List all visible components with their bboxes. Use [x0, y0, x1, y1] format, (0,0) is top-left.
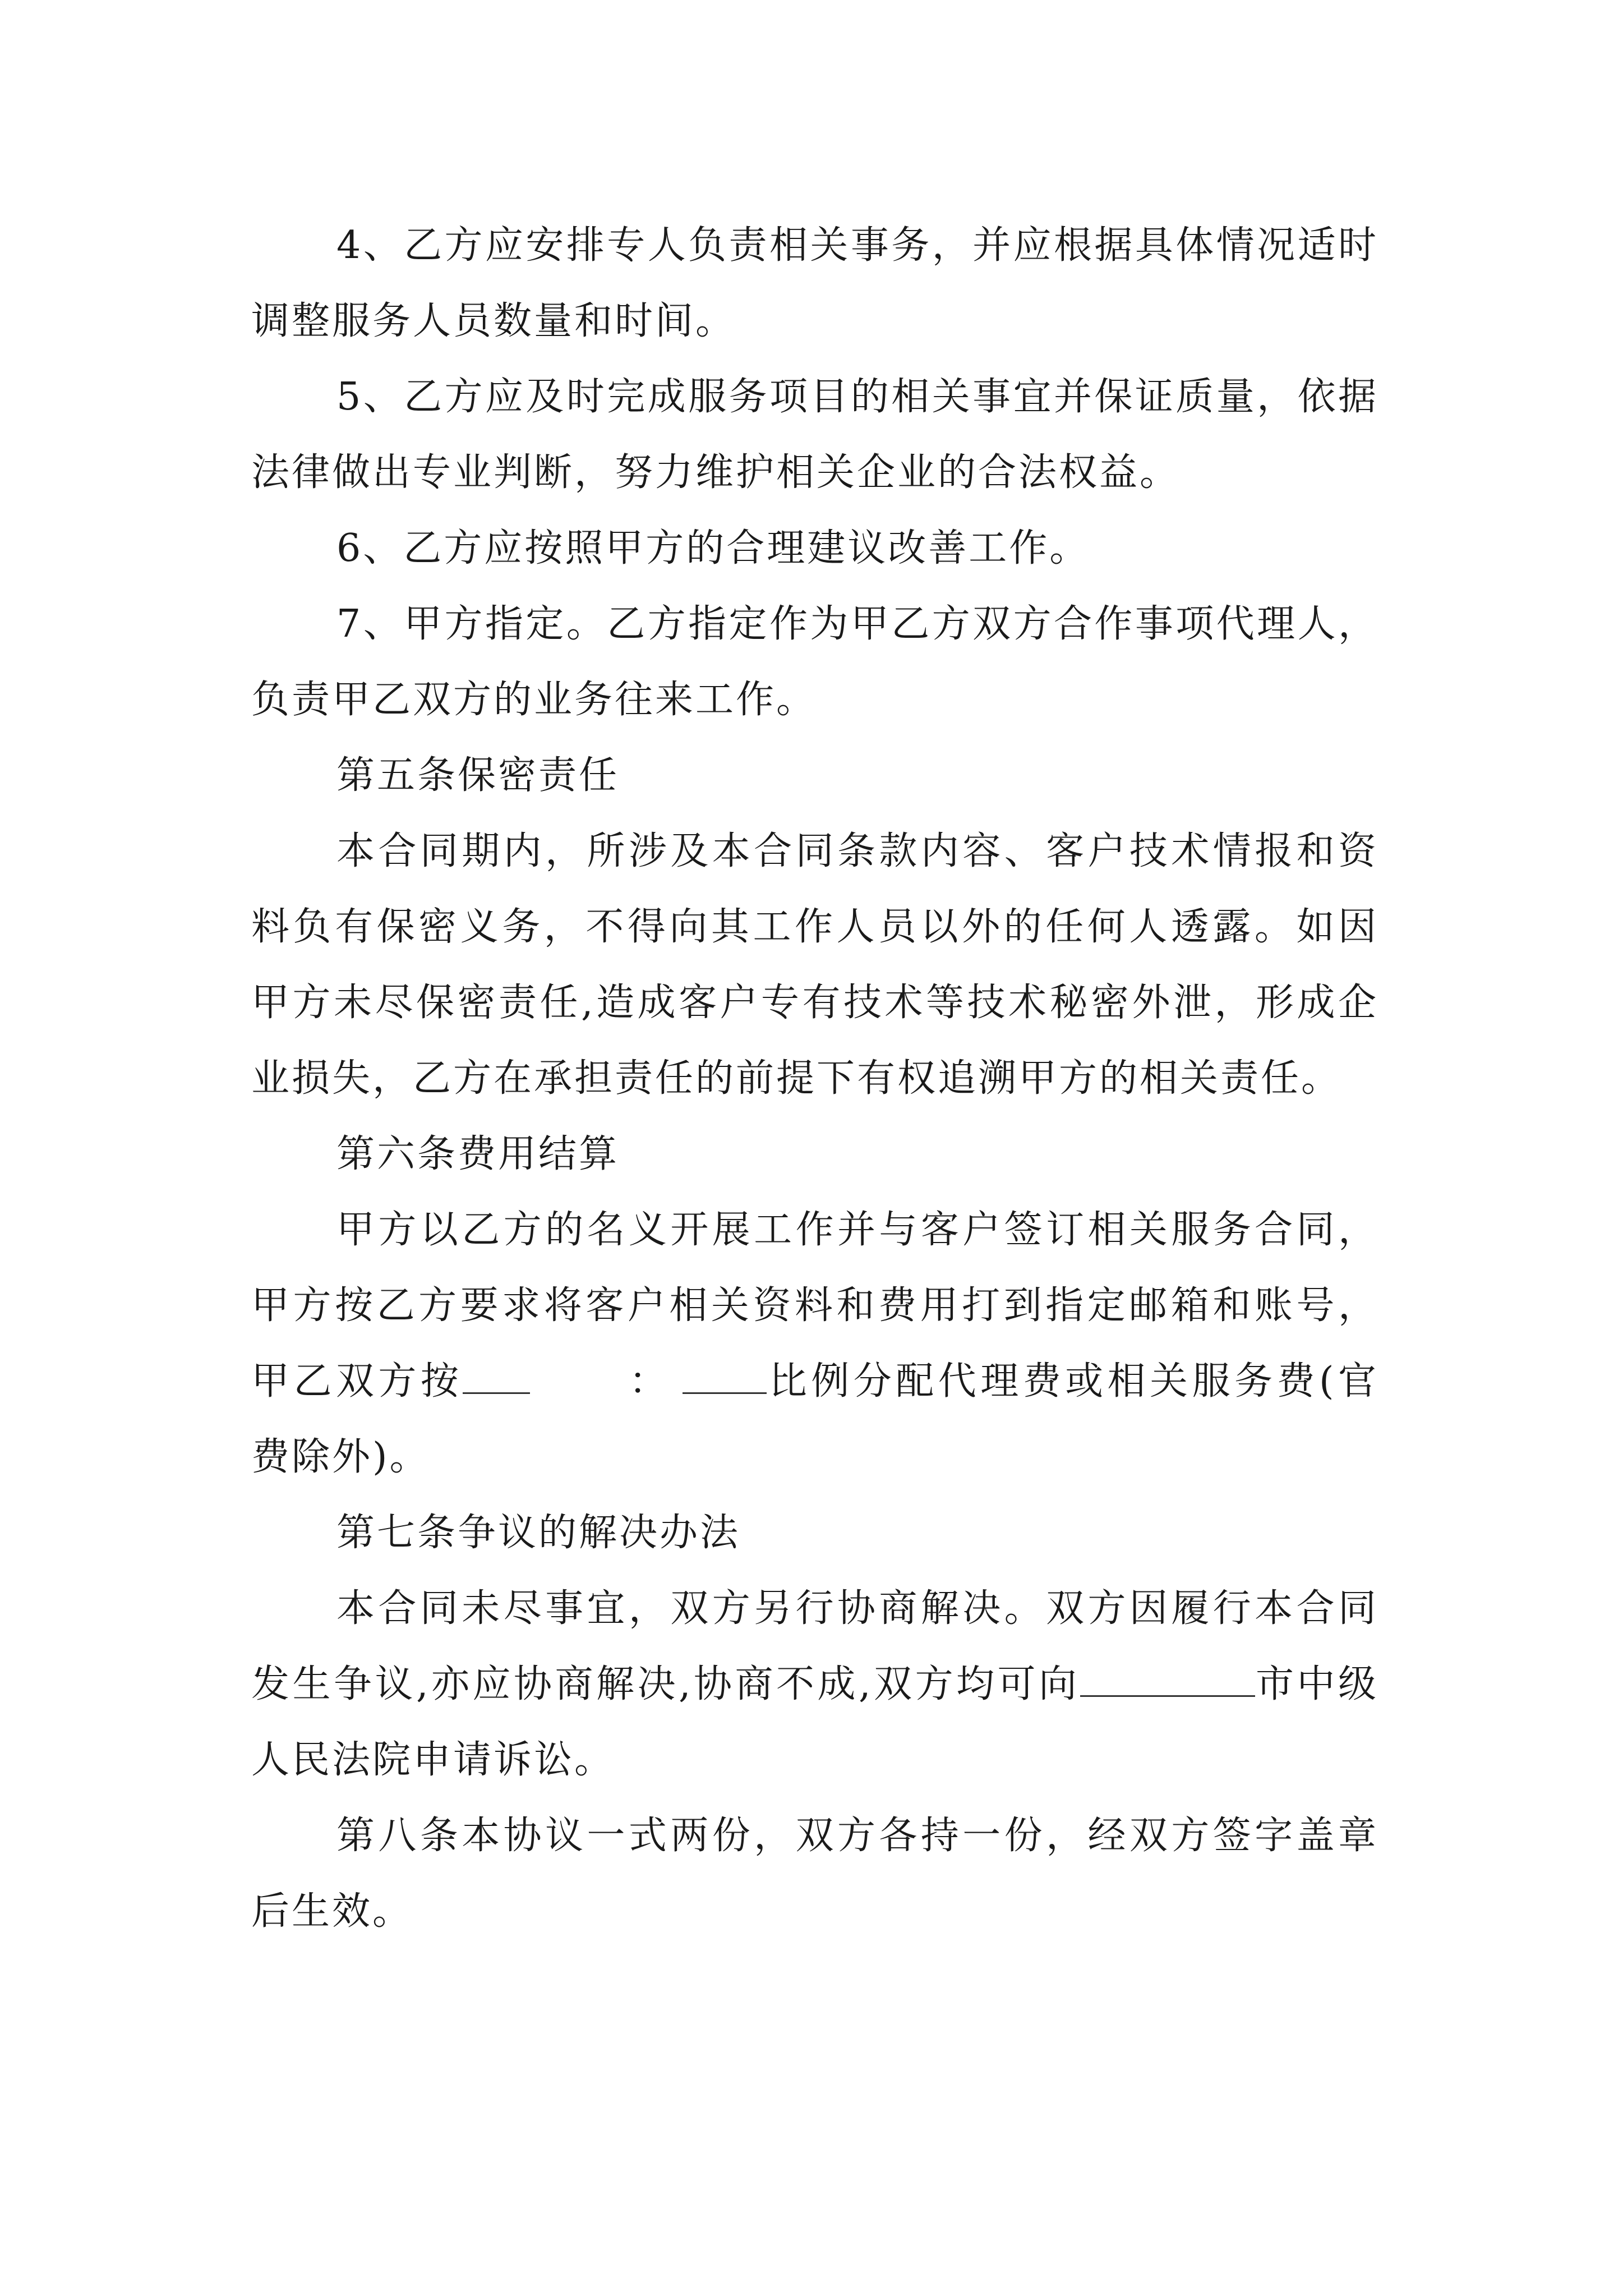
ratio-colon: ： [629, 1359, 670, 1404]
article-6-body [251, 1192, 1378, 1495]
clause-item-7: 7、甲方指定。乙方指定作为甲乙方双方合作事项代理人，负责甲乙双方的业务往来工作。 [251, 602, 1378, 722]
article-7-text-start: 本合同未尽事宜，双方另行协商解决。双方因履行本合同发生争议,亦应协商解决,协商不成,双方均可向 [251, 1586, 1378, 1706]
clause-item-6: 6、乙方应按照甲方的合理建议改善工作。 [336, 526, 1090, 570]
ratio-blank-a [463, 1361, 530, 1394]
article-5-heading: 第五条保密责任 [336, 753, 620, 798]
article-5-body: 本合同期内，所涉及本合同条款内容、客户技术情报和资料负有保密义务，不得向其工作人员以外的任何人透露。如因甲方未尽保密责任,造成客户专有技术等技术秘密外泄，形成企业损失，乙方在承担责任的前提下有权追溯甲方的相关责任。 [251, 829, 1378, 1101]
article-7-heading: 第七条争议的解决办法 [336, 1511, 741, 1555]
article-8: 第八条本协议一式两份，双方各持一份，经双方签字盖章后生效。 [251, 1814, 1378, 1934]
article-6-text-end: 比例分配代理费或相关服务费(官费除外)。 [251, 1359, 1378, 1479]
clause-item-5: 5、乙方应及时完成服务项目的相关事宜并保证质量，依据法律做出专业判断，努力维护相关企业的合法权益。 [251, 375, 1378, 495]
ratio-blank-b [683, 1361, 767, 1394]
article-6-heading: 第六条费用结算 [336, 1132, 620, 1176]
document-body [251, 208, 1378, 1949]
article-6-text-start: 甲方以乙方的名义开展工作并与客户签订相关服务合同，甲方按乙方要求将客户相关资料和费用打到指定邮箱和账号，甲乙双方按 [251, 1208, 1378, 1404]
court-city-blank [1080, 1664, 1255, 1697]
clause-item-4: 4、乙方应安排专人负责相关事务，并应根据具体情况适时调整服务人员数量和时间。 [251, 223, 1378, 343]
article-7-text-end: 市中级人民法院申请诉讼。 [251, 1662, 1378, 1782]
article-7-body [251, 1571, 1378, 1798]
